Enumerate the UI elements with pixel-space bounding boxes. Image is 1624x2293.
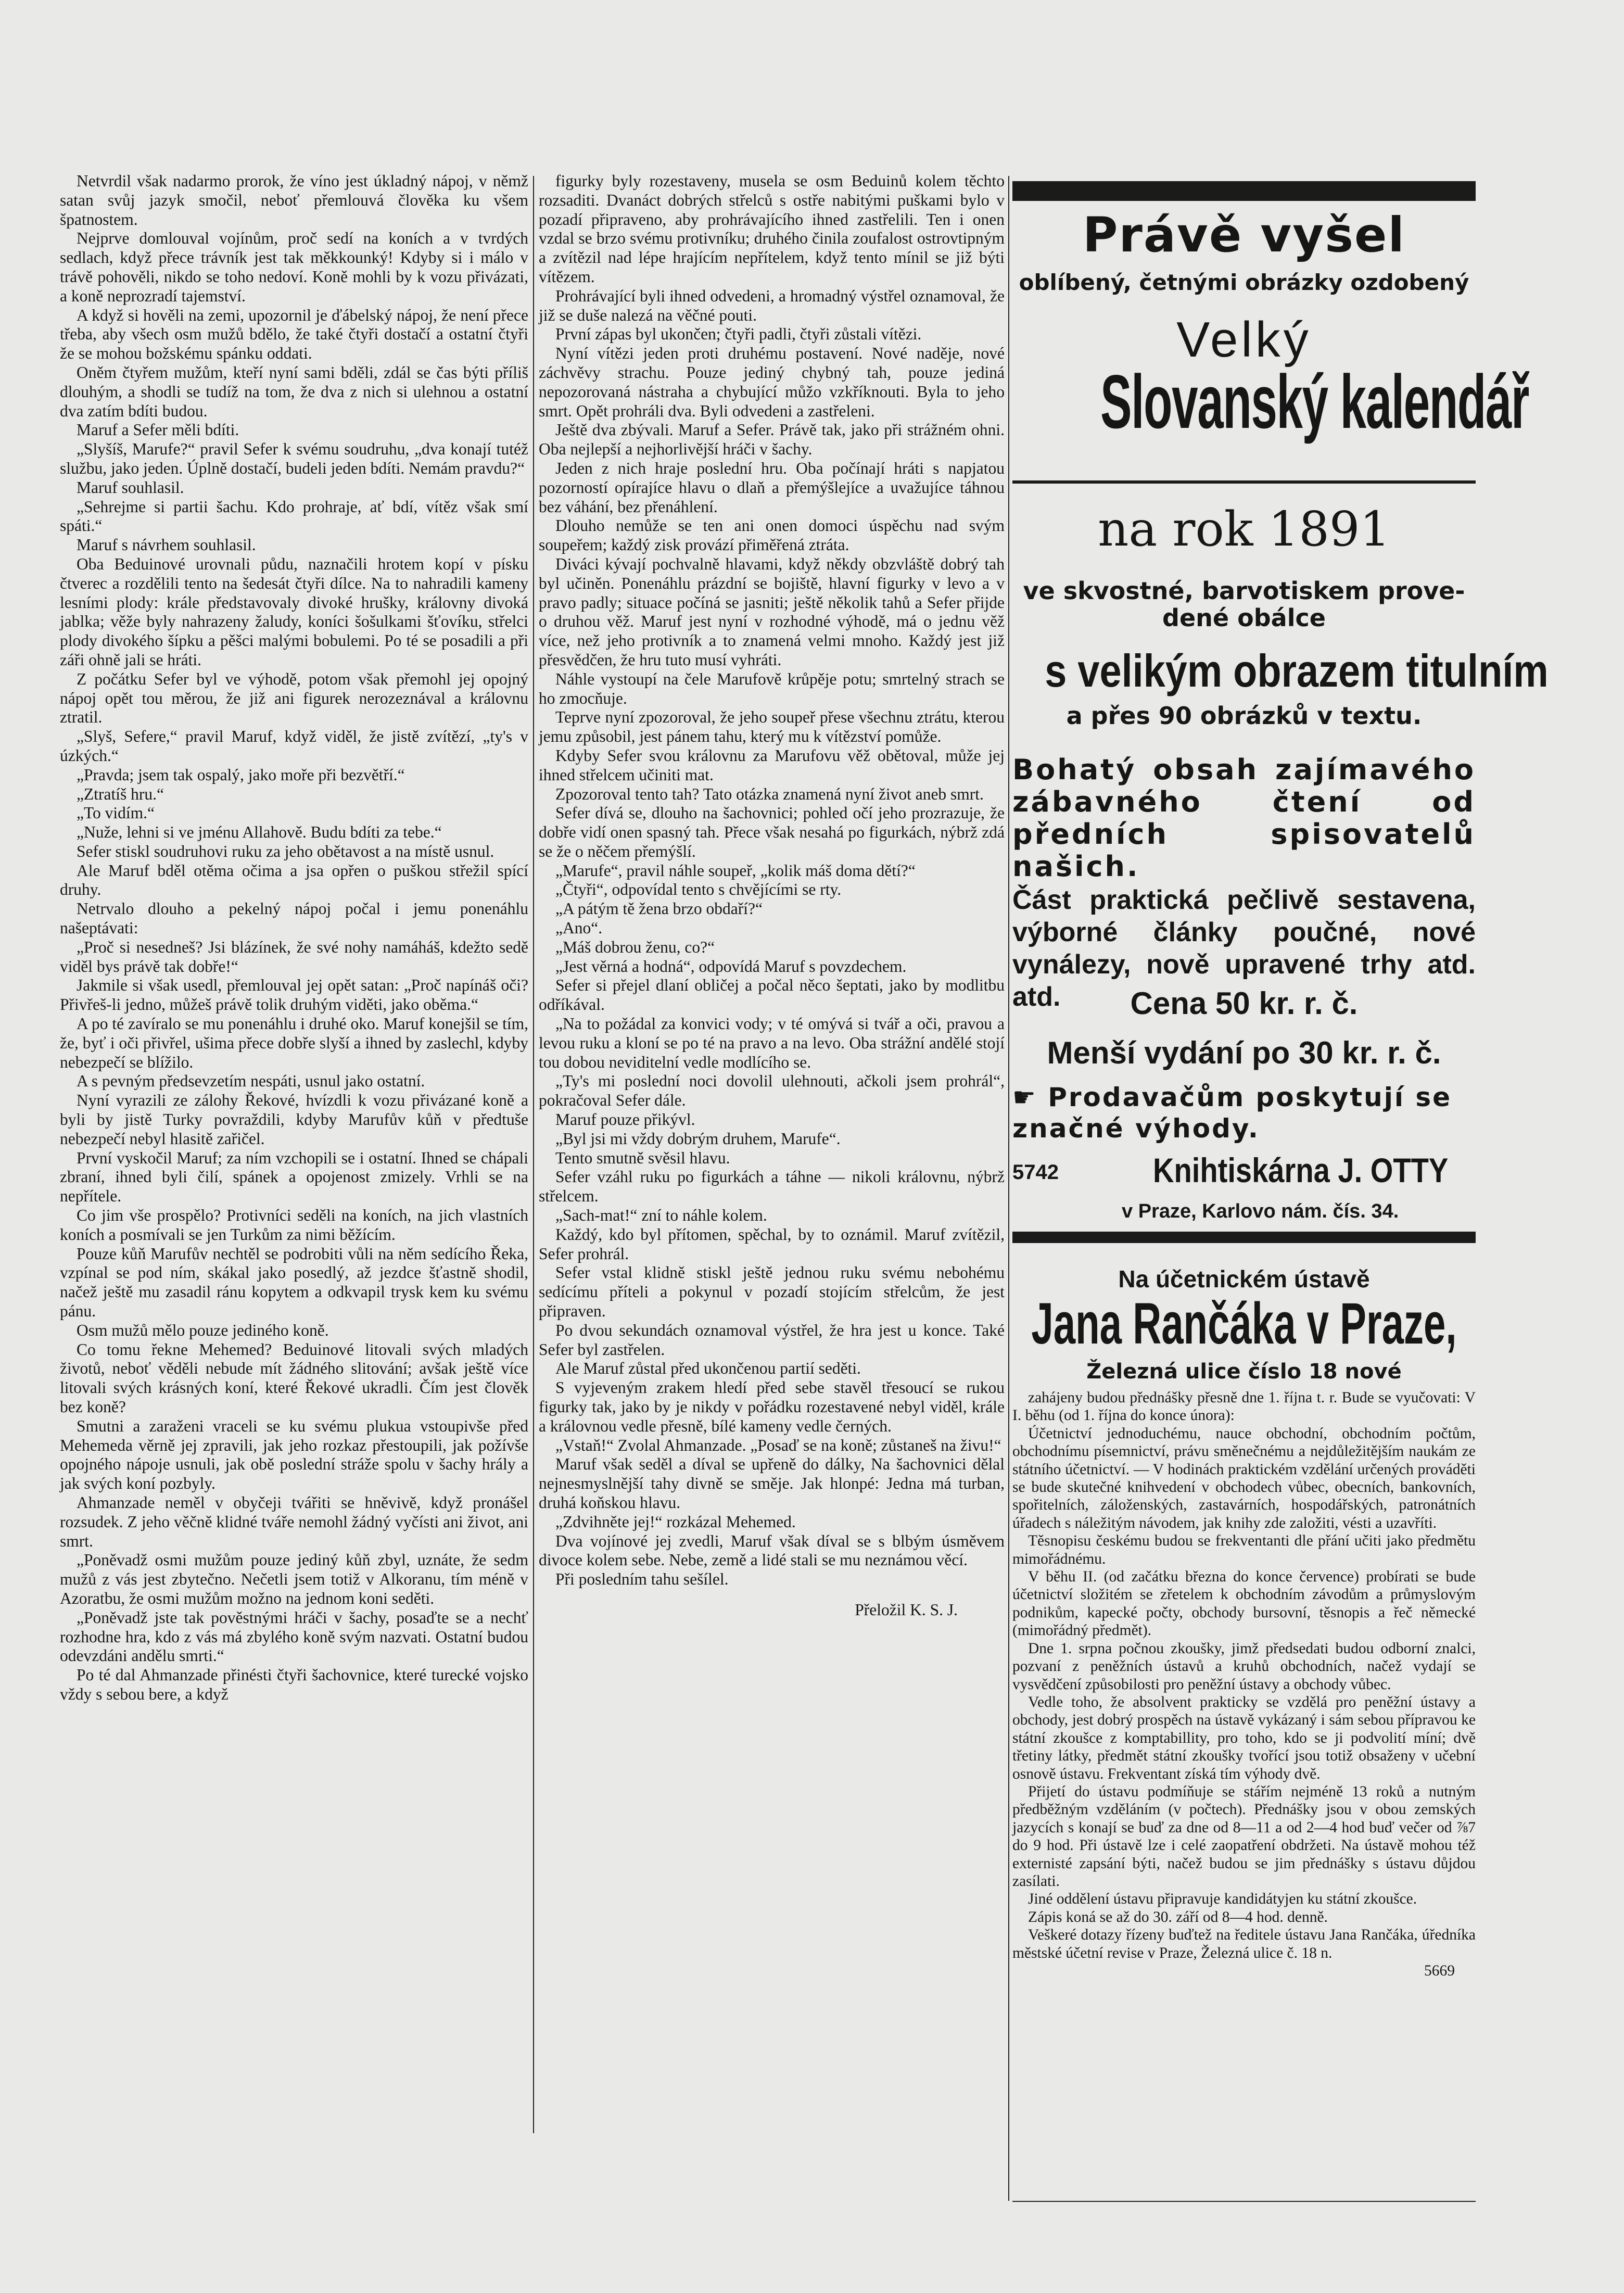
ad-practical-part: Část praktická pečlivě sestavena, výborné články poučné, nové vynálezy, nově upravené trhy atd. atd. bbox=[1012, 885, 1476, 1012]
paragraph: První vyskočil Maruf; za ním vzchopili se i ostatní. Ihned se chápali zbraní, ihned byli čilí, spánek a opojenost zmizely. Vrhli se na nepřítele. bbox=[60, 1148, 528, 1206]
paragraph: „Čtyři“, odpovídal tento s chvějícími se rty. bbox=[555, 880, 842, 899]
paragraph: „Na to požádal za konvici vody; v té omývá si tvář a oči, pravou a levou ruku a kloní se po té na pravo a na levo. Oba strážní andělé stojí tou dobou neviditelní vedle modlícího se. bbox=[539, 1015, 1005, 1071]
paragraph: „Slyšíš, Marufe?“ pravil Sefer k svému soudruhu, „dva konají tutéž službu, jako jeden. Úplně dostačí, budeli jeden bdíti. Nemám pravdu?“ bbox=[60, 440, 528, 477]
paragraph: Vedle toho, že absolvent prakticky se vzdělá pro peněžní ústavy a obchody, jest dobrý prospěch na ústavě vykázaný i sám sebou přípravou ke státní zkoušce z komptabillity, pro toho, kdo se ji podvolití míní; dvě třetiny látky, předmět státní zkoušky tvořící jsou totiž obsaženy v učební osnově ústavu. Frekventant získá tím výhody dvě. bbox=[1012, 1693, 1476, 1782]
ad-content-text: Bohatý obsah zajímavého zábavného čtení od předních spisovatelů našich. bbox=[1012, 753, 1476, 883]
paragraph: „Ano“. bbox=[555, 919, 603, 938]
ad-subtitle: oblíbený, četnými obrázky ozdobený bbox=[1019, 270, 1469, 295]
ad-price: Cena 50 kr. r. č. bbox=[1130, 986, 1358, 1021]
paragraph: V běhu II. (od začátku března do konce července) probírati se bude účetnictví složitém se zřetelem k obchodním závodům a průmyslovým podnikům, kapecké počty, obchody bursovní, těsnopis a řeč německé (mimořádný předmět). bbox=[1012, 1568, 1476, 1639]
paragraph: Nejprve domlouval vojínům, proč sedí na koních a v tvrdých sedlach, když přece trávník jest tak měkkounký! Kdyby si i málo v trávě pohověli, nikdo se toho nedoví. Koně mohli by k vozu přivázati, a koně neprozradí tajemství. bbox=[60, 229, 528, 305]
paragraph: „Pravda; jsem tak ospalý, jako moře při bezvětří.“ bbox=[77, 765, 405, 784]
paragraph: Ale Maruf zůstal před ukončenou partií seděti. bbox=[555, 1359, 861, 1378]
paragraph: Co tomu řekne Mehemed? Beduinové litovali svých mladých životů, neboť věděli nebude mít žádného slitování; avšak ještě více litovali svých krásných koní, které Řekové ukradli. Čím jest člověk bez koně? bbox=[60, 1340, 528, 1416]
ad-binding-line2: dené obálce bbox=[1162, 604, 1326, 632]
paragraph: Náhle vystoupí na čele Marufově krůpěje potu; smrtelný strach se ho zmocňuje. bbox=[539, 669, 1005, 707]
paragraph: „Zdvihněte jej!“ rozkázal Mehemed. bbox=[555, 1512, 796, 1531]
paragraph: Ahmanzade neměl v obyčeji tvářiti se hněvivě, když pronášel rozsudek. Z jeho věčně klidné tváře nemohl žádný vyčísti ani život, ani smrt. bbox=[60, 1493, 528, 1550]
ad-dealer-note bbox=[1012, 1082, 1476, 1144]
ad-printer-address: v Praze, Karlovo nám. čís. 34. bbox=[1122, 1200, 1399, 1222]
paragraph: Přijetí do ústavu podmíňuje se stářím nejméně 13 roků a nutným předběžným vzděláním (v počtech). Přednášky jsou v obou zemských jazycích s konají se buď za dne od 8—11 a od 2—4 hod buď večer od ⅞7 do 9 hod. Při ústavě lze i celé zaopatření obdržeti. Na ústavě mohou též externisté zapsání býti, načež budou se jim přednášky s ústavu důjdou zasílati. bbox=[1012, 1783, 1476, 1890]
paragraph: Osm mužů mělo pouze jediného koně. bbox=[77, 1321, 329, 1339]
paragraph: S vyjeveným zrakem hledí před sebe stavěl třesoucí se rukou figurky tak, jako by je nikdy v pořádku rozestavené nebyl viděl, krále a královnou vedle přesně, bílé kameny vedle černých. bbox=[539, 1378, 1005, 1435]
paragraph: „Nuže, lehni si ve jménu Allahově. Budu bdíti za tebe.“ bbox=[77, 823, 442, 842]
ad-binding-line1: ve skvostné, barvotiskem prove- bbox=[1023, 577, 1465, 605]
paragraph: Maruf však seděl a díval se upřeně do dálky, Na šachovnici dělal nejnesmyslnější tahy divně se směje. Jak hlonpé: Jedna má turban, druhá koňskou hlavu. bbox=[539, 1455, 1005, 1512]
paragraph: Jakmile si však usedl, přemlouval jej opět satan: „Proč napínáš oči? Přivřeš-li jedno, můžeš právě tolik druhým viděti, jako oběma.“ bbox=[60, 976, 528, 1014]
paragraph: Prohrávající byli ihned odvedeni, a hromadný výstřel oznamoval, že již se duše nalezá na věčné pouti. bbox=[539, 286, 1005, 324]
paragraph: Smutni a zaraženi vraceli se ku svému plukua vstoupivše před Mehemeda věrně jej zpravili, jak jeho rozkaz přestoupili, jak požívše opojného nápoje usnuli, jak obě poslední stráže spolu v šachy hrály a jak svých koní pozbyly. bbox=[60, 1416, 528, 1493]
paragraph: Nyní vítězi jeden proti druhému postavení. Nové naděje, nové záchvěvy strachu. Pouze jediný chybný tah, pouze jediná nepozorovaná nástraha a chybující můžo vzkříknouti. Byla to jeho smrt. Opět prohráli dva. Byli odvedeni a zastřeleni. bbox=[539, 344, 1005, 420]
column-divider bbox=[1008, 176, 1009, 2201]
paragraph: Zápis koná se až do 30. září od 8—4 hod. denně. bbox=[1028, 1908, 1328, 1925]
story-signature: Přeložil K. S. J. bbox=[855, 1600, 958, 1619]
pointing-hand-icon: ☛ bbox=[1012, 1082, 1048, 1112]
paragraph: A s pevným předsevzetím nespáti, usnul jako ostatní. bbox=[77, 1072, 425, 1091]
paragraph: Ale Maruf bděl otěma očima a jsa opřen o puškou střežil spící druhy. bbox=[60, 861, 528, 899]
paragraph: Pouze kůň Marufův nechtěl se podrobiti vůli na něm sedícího Řeka, vzpínal se pod ním, skákal jako posedlý, až jezdce šťastně shodil, načež ještě mu zasadil ránu kopytem a odkvapil trysk kem ku svému pánu. bbox=[60, 1244, 528, 1321]
paragraph: Těsnopisu českému budou se frekventanti dle přání učiti jako předmětu mimořádnému. bbox=[1012, 1532, 1476, 1567]
paragraph: figurky byly rozestaveny, musela se osm Beduinů kolem těchto rozsaditi. Dvanáct dobrých střelců s ostře nabitými puškami bylo v pozadí připraveno, aby prohrávajícího ihned zastřelili. Ten i onen vzdal se brzo svému protivníku; druhého činila zoufalost ostrovtipným a zvítězil nad lépe hrajícím nepřítelem, když tento mínil se již býti vítězem. bbox=[539, 172, 1005, 286]
paragraph: Oba Beduinové urovnali půdu, naznačili hrotem kopí v písku čtverec a rozdělili tento na šedesát čtyři dílce. Na to nahradili kameny lesními plody: krále představovaly divoké hrušky, královny divoká jablka; věže byly nahrazeny žaludy, koníci šošulkami šťovíku, střelci plody divokého šípku a pěšci malými bobulemi. Po té se posadili a při záři ohně jali se hráti. bbox=[60, 554, 528, 669]
paragraph: A když si hověli na zemi, upozornil je ďábelský nápoj, že není přece třeba, aby všech osm mužů bdělo, že také čtyři dostačí a ostatní čtyři že se mohou božskému spánku oddati. bbox=[60, 306, 528, 363]
ad-top-bar bbox=[1012, 181, 1476, 201]
school-name: Jana Rančáka v Praze, bbox=[1031, 1291, 1457, 1356]
paragraph: Sefer vzáhl ruku po figurkách a táhne — nikoli královnu, nýbrž střelcem. bbox=[539, 1168, 1005, 1206]
paragraph: „Poněvadž osmi mužům pouze jediný kůň zbyl, uznáte, že sedm mužů z vás jest zbytečno. Nečetli jsem totiž v Alkoranu, tím méně v Azoratbu, že osmi mužům možno na jednom koni seděti. bbox=[60, 1551, 528, 1607]
school-advertisement bbox=[1012, 1265, 1476, 1980]
ad-year: na rok 1891 bbox=[1098, 501, 1390, 557]
paragraph: Teprve nyní zpozoroval, že jeho soupeř přese všechnu ztrátu, kterou jemu způsobil, jest pánem tahu, který mu k vítězství pomůže. bbox=[539, 708, 1005, 746]
paragraph: „Poněvadž jste tak pověstnými hráči v šachy, posaďte se a nechť rozhodne hra, kdo z vás má zbylého koně svým nazvati. Ostatní budou odevzdáni andělu smrti.“ bbox=[60, 1608, 528, 1665]
school-body bbox=[1012, 1389, 1476, 1962]
paragraph: Netrvalo dlouho a pekelný nápoj počal i jemu ponenáhlu našeptávati: bbox=[60, 900, 528, 938]
calendar-advertisement bbox=[1012, 181, 1549, 1256]
story-column-left bbox=[60, 172, 528, 1704]
school-ad-number: 5669 bbox=[1424, 1962, 1455, 1979]
ad-calendar-name: Slovanský kalendář bbox=[1100, 359, 1529, 444]
paragraph: „To vidím.“ bbox=[77, 804, 155, 822]
paragraph: „Máš dobrou ženu, co?“ bbox=[555, 938, 715, 956]
paragraph: Při posledním tahu sešílel. bbox=[555, 1570, 729, 1589]
ad-headline: Právě vyšel bbox=[1083, 207, 1405, 263]
paragraph: Jeden z nich hraje poslední hru. Oba počínají hráti s napjatou pozorností opírajíce hlavu o dlaň a přemýšlejíce a uvažujíce táhnou bez váhání, bez přenáhlení. bbox=[539, 459, 1005, 516]
paragraph: Účetnictví jednoduchému, nauce obchodní, obchodním počtům, obchodnímu písemnictví, právu směnečnému a nejdůležitějším naukám ze státního účetnictví. — V hodinách praktickém vzdělání určených prováděti se bude skutečné knihvedení v obchodech vůbec, obecních, bankovních, spořitelních, záloženských, zastavárních, hospodářských, patronátních úřadech s náležitým návodem, jak knihy zde založiti, vésti a uzavříti. bbox=[1012, 1425, 1476, 1531]
ad-velky: Velký bbox=[1176, 312, 1312, 368]
ad-number: 5742 bbox=[1012, 1161, 1059, 1184]
ad-small-edition-price: Menší vydání po 30 kr. r. č. bbox=[1047, 1035, 1441, 1070]
paragraph: zahájeny budou přednášky přesně dne 1. října t. r. Bude se vyučovati: V I. běhu (od 1. října do konce února): bbox=[1012, 1389, 1476, 1424]
ad-title-picture: s velikým obrazem titulním bbox=[1045, 645, 1549, 696]
story-column-middle bbox=[539, 172, 1005, 1620]
paragraph: „Byl jsi mi vždy dobrým druhem, Marufe“. bbox=[555, 1129, 841, 1148]
paragraph: Sefer si přejel dlaní obličej a počal něco šeptati, jako by modlitbu odříkával. bbox=[539, 976, 1005, 1014]
paragraph: Maruf souhlasil. bbox=[77, 478, 184, 497]
paragraph: „Vstaň!“ Zvolal Ahmanzade. „Posaď se na koně; zůstaneš na živu!“ bbox=[555, 1436, 1001, 1454]
paragraph: Po dvou sekundách oznamoval výstřel, že hra jest u konce. Také Sefer byl zastřelen. bbox=[539, 1321, 1005, 1359]
school-intro: Na účetnickém ústavě bbox=[1118, 1265, 1370, 1293]
school-street: Železná ulice číslo 18 nové bbox=[1086, 1360, 1402, 1384]
paragraph: Maruf a Sefer měli bdíti. bbox=[77, 421, 239, 439]
ad-divider bbox=[1012, 480, 1476, 484]
paragraph: „Slyš, Sefere,“ pravil Maruf, když viděl, že jistě zvítězí, „ty's v úzkých.“ bbox=[60, 727, 528, 765]
paragraph: „Sach-mat!“ zní to náhle kolem. bbox=[555, 1206, 767, 1225]
paragraph: „A pátým tě žena brzo obdaří?“ bbox=[555, 900, 763, 918]
paragraph: Sefer stiskl soudruhovi ruku za jeho obětavost a na místě usnul. bbox=[77, 842, 494, 860]
column-divider bbox=[533, 176, 534, 2133]
paragraph: Z počátku Sefer byl ve výhodě, potom však přemohl jej opojný nápoj opět tou měrou, že již ani figurek nerozeznával a královnu ztratil. bbox=[60, 669, 528, 727]
paragraph: Zpozoroval tento tah? Tato otázka znamená nyní život aneb smrt. bbox=[555, 784, 984, 803]
ad-pictures-count: a přes 90 obrázků v textu. bbox=[1066, 702, 1422, 730]
paragraph: Dlouho nemůže se ten ani onen domoci úspěchu nad svým soupeřem; každý zisk provází přiměřená ztráta. bbox=[539, 516, 1005, 554]
paragraph: „Sehrejme si partii šachu. Kdo prohraje, ať bdí, vítěz však smí spáti.“ bbox=[60, 497, 528, 535]
paragraph: Co jim vše prospělo? Protivníci seděli na koních, na jich vlastních koních a posmívali se jen Turkům za nimi běžícím. bbox=[60, 1206, 528, 1244]
paragraph: Maruf s návrhem souhlasil. bbox=[77, 536, 256, 554]
paragraph: Jiné oddělení ústavu připravuje kandidátyjen ku státní zkoušce. bbox=[1028, 1891, 1417, 1908]
paragraph: Netvrdil však nadarmo prorok, že víno jest úkladný nápoj, v němž satan svůj jazyk smočil, neboť přemlouvá člověka ku všem špatnostem. bbox=[60, 172, 528, 229]
ad-dealer-text: Prodavačům poskytují se značné výhody. bbox=[1012, 1082, 1452, 1144]
paragraph: Dne 1. srpna počnou zkoušky, jimž předsedati budou odborní znalci, pozvaní z peněžních ústavů a kruhů obchodních, načež vydají se vysvědčení způsobilosti pro peněžní ústavy a obchody vůbec. bbox=[1012, 1640, 1476, 1693]
school-footer bbox=[1012, 1962, 1476, 1980]
paragraph: Diváci kývají pochvalně hlavami, když někdy obzvláště dobrý tah byl učiněn. Ponenáhlu prázdní se bojiště, hlavní figurky v levo a v pravo padly; situace počíná se jasniti; ještě několik tahů a Sefer přijde o druhou věž. Maruf jest nyní v rozhodné výhodě, má o jednu věž více, než jeho protivník a to znamená velmi mnoho. Každý jest již přesvědčen, že hru tuto musí vyhráti. bbox=[539, 554, 1005, 669]
paragraph: Maruf pouze přikývl. bbox=[555, 1110, 695, 1129]
paragraph: Tento smutně svěsil hlavu. bbox=[555, 1148, 730, 1167]
paragraph: Po té dal Ahmanzade přinésti čtyři šachovnice, které turecké vojsko vždy s sebou bere, a když bbox=[60, 1666, 528, 1703]
paragraph: „Jest věrná a hodná“, odpovídá Maruf s povzdechem. bbox=[555, 957, 907, 976]
paragraph: „Ztratíš hru.“ bbox=[77, 784, 164, 803]
paragraph: Kdyby Sefer svou královnu za Marufovu věž obětoval, může jej ihned střelcem učiniti mat. bbox=[539, 746, 1005, 784]
paragraph: Veškeré dotazy řízeny buďtež na ředitele ústavu Jana Rančáka, úředníka městské účetní revise v Praze, Železná ulice č. 18 n. bbox=[1012, 1927, 1476, 1961]
paragraph: První zápas byl ukončen; čtyři padli, čtyři zůstali vítězi. bbox=[555, 325, 922, 344]
paragraph: A po té zavíralo se mu ponenáhlu i druhé oko. Maruf konejšil se tím, že, byť i oči přivřel, ušima přece dobře slyší a ihned by zaslechl, kdyby nebezpečí se blížilo. bbox=[60, 1015, 528, 1071]
paragraph: Dva vojínové jej zvedli, Maruf však díval se s blbým úsměvem divoce kolem sebe. Nebe, země a lidé stali se mu neznámou věcí. bbox=[539, 1531, 1005, 1569]
paragraph: „Proč si nesedneš? Jsi blázínek, že své nohy namáháš, kdežto sedě viděl bys právě tak dobře!“ bbox=[60, 938, 528, 976]
paragraph: Oněm čtyřem mužům, kteří nyní sami bděli, zdál se čas býti příliš dlouhým, a shodli se tudíž na tom, že dva z nich si ulehnou a ostatní dva zatím bdíti budou. bbox=[60, 363, 528, 420]
paragraph: Každý, kdo byl přítomen, spěchal, by to oznámil. Maruf zvítězil, Sefer prohrál. bbox=[539, 1225, 1005, 1263]
ad-printer: Knihtiskárna J. OTTY bbox=[1153, 1151, 1449, 1189]
paragraph: „Ty's mi poslední noci dovolil ulehnouti, ačkoli jsem prohrál“, pokračoval Sefer dále. bbox=[539, 1072, 1005, 1110]
paragraph: Sefer dívá se, dlouho na šachovnici; pohled očí jeho prozrazuje, že dobře vidí onen spasný tah. Přece však nesahá po figurkách, nýbrž zdá se že o něčem přemýšlí. bbox=[539, 804, 1005, 860]
ad-bottom-bar bbox=[1012, 1232, 1476, 1243]
paragraph: Ještě dva zbývali. Maruf a Sefer. Právě tak, jako při strážném ohni. Oba nejlepší a nejhorlivější hráči v šachy. bbox=[539, 421, 1005, 459]
ad-divider-line bbox=[1012, 2201, 1476, 2202]
paragraph: Sefer vstal klidně stiskl ještě jednou ruku svému nebohému sedícímu příteli a pokynul v pozadí stojícím střelcům, že jest připraven. bbox=[539, 1263, 1005, 1321]
paragraph: „Marufe“, pravil náhle soupeř, „kolik máš doma dětí?“ bbox=[555, 861, 916, 880]
paragraph: Nyní vyrazili ze zálohy Řekové, hvízdli k vozu přivázané koně a byli by jistě Turky povraždili, kdyby Marufův kůň v předtuše nebezpečí nebyl hlasitě zařičel. bbox=[60, 1091, 528, 1148]
